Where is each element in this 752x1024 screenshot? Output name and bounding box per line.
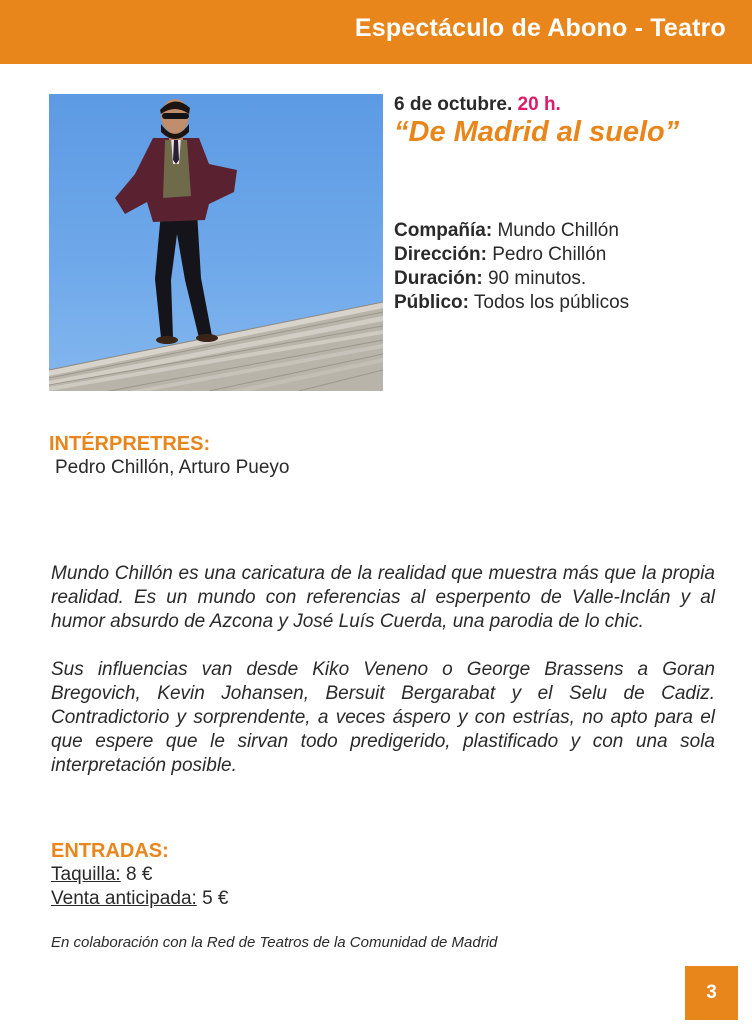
ticket-box-office <box>51 864 152 886</box>
detail-label: Público: <box>394 292 469 313</box>
event-date <box>394 94 561 116</box>
event-details <box>394 219 629 315</box>
detail-label: Dirección: <box>394 244 487 265</box>
detail-value: 90 minutos. <box>487 268 587 289</box>
ticket-label: Venta anticipada: <box>51 888 197 909</box>
performers-heading: INTÉRPRETRES: <box>49 433 211 455</box>
detail-duration <box>394 267 629 291</box>
page-number: 3 <box>685 966 738 1020</box>
detail-label: Compañía: <box>394 220 493 241</box>
event-time: 20 h. <box>517 94 561 115</box>
detail-company <box>394 219 629 243</box>
event-date-text: 6 de octubre. <box>394 94 513 115</box>
detail-audience <box>394 291 629 315</box>
detail-value: Mundo Chillón <box>497 220 619 241</box>
page-header <box>0 0 752 64</box>
performer-photo <box>49 94 383 391</box>
detail-director <box>394 243 629 267</box>
show-title: “De Madrid al suelo” <box>394 116 680 148</box>
ticket-price: 5 € <box>202 888 229 909</box>
ticket-price: 8 € <box>126 864 153 885</box>
ticket-advance-sale <box>51 888 229 910</box>
collaboration-note: En colaboración con la Red de Teatros de la Comunidad de Madrid <box>51 934 498 951</box>
header-title: Espectáculo de Abono - Teatro <box>354 14 726 42</box>
detail-value: Todos los públicos <box>473 292 630 313</box>
tickets-heading: ENTRADAS: <box>51 840 169 862</box>
description-paragraph-1: Mundo Chillón es una caricatura de la realidad que muestra más que la propia realidad. Es un mundo con referencias al esperpento de Valle-Inclán y al humor absurdo de Azcona y José Luís Cuerda, una parodia de lo chic. <box>51 563 715 632</box>
detail-value: Pedro Chillón <box>492 244 607 265</box>
description <box>51 562 715 802</box>
description-paragraph-2: Sus influencias van desde Kiko Veneno o George Brassens a Goran Bregovich, Kevin Johansen, Bersuit Bergarabat y el Selu de Cadiz. Contradictorio y sorprendente, a veces áspero y con estrías, no apto para el que espere que le sirvan todo predigerido, plastificado y con una sola interpretación posible. <box>51 659 715 776</box>
detail-label: Duración: <box>394 268 483 289</box>
performers-names: Pedro Chillón, Arturo Pueyo <box>55 457 290 478</box>
ticket-label: Taquilla: <box>51 864 121 885</box>
